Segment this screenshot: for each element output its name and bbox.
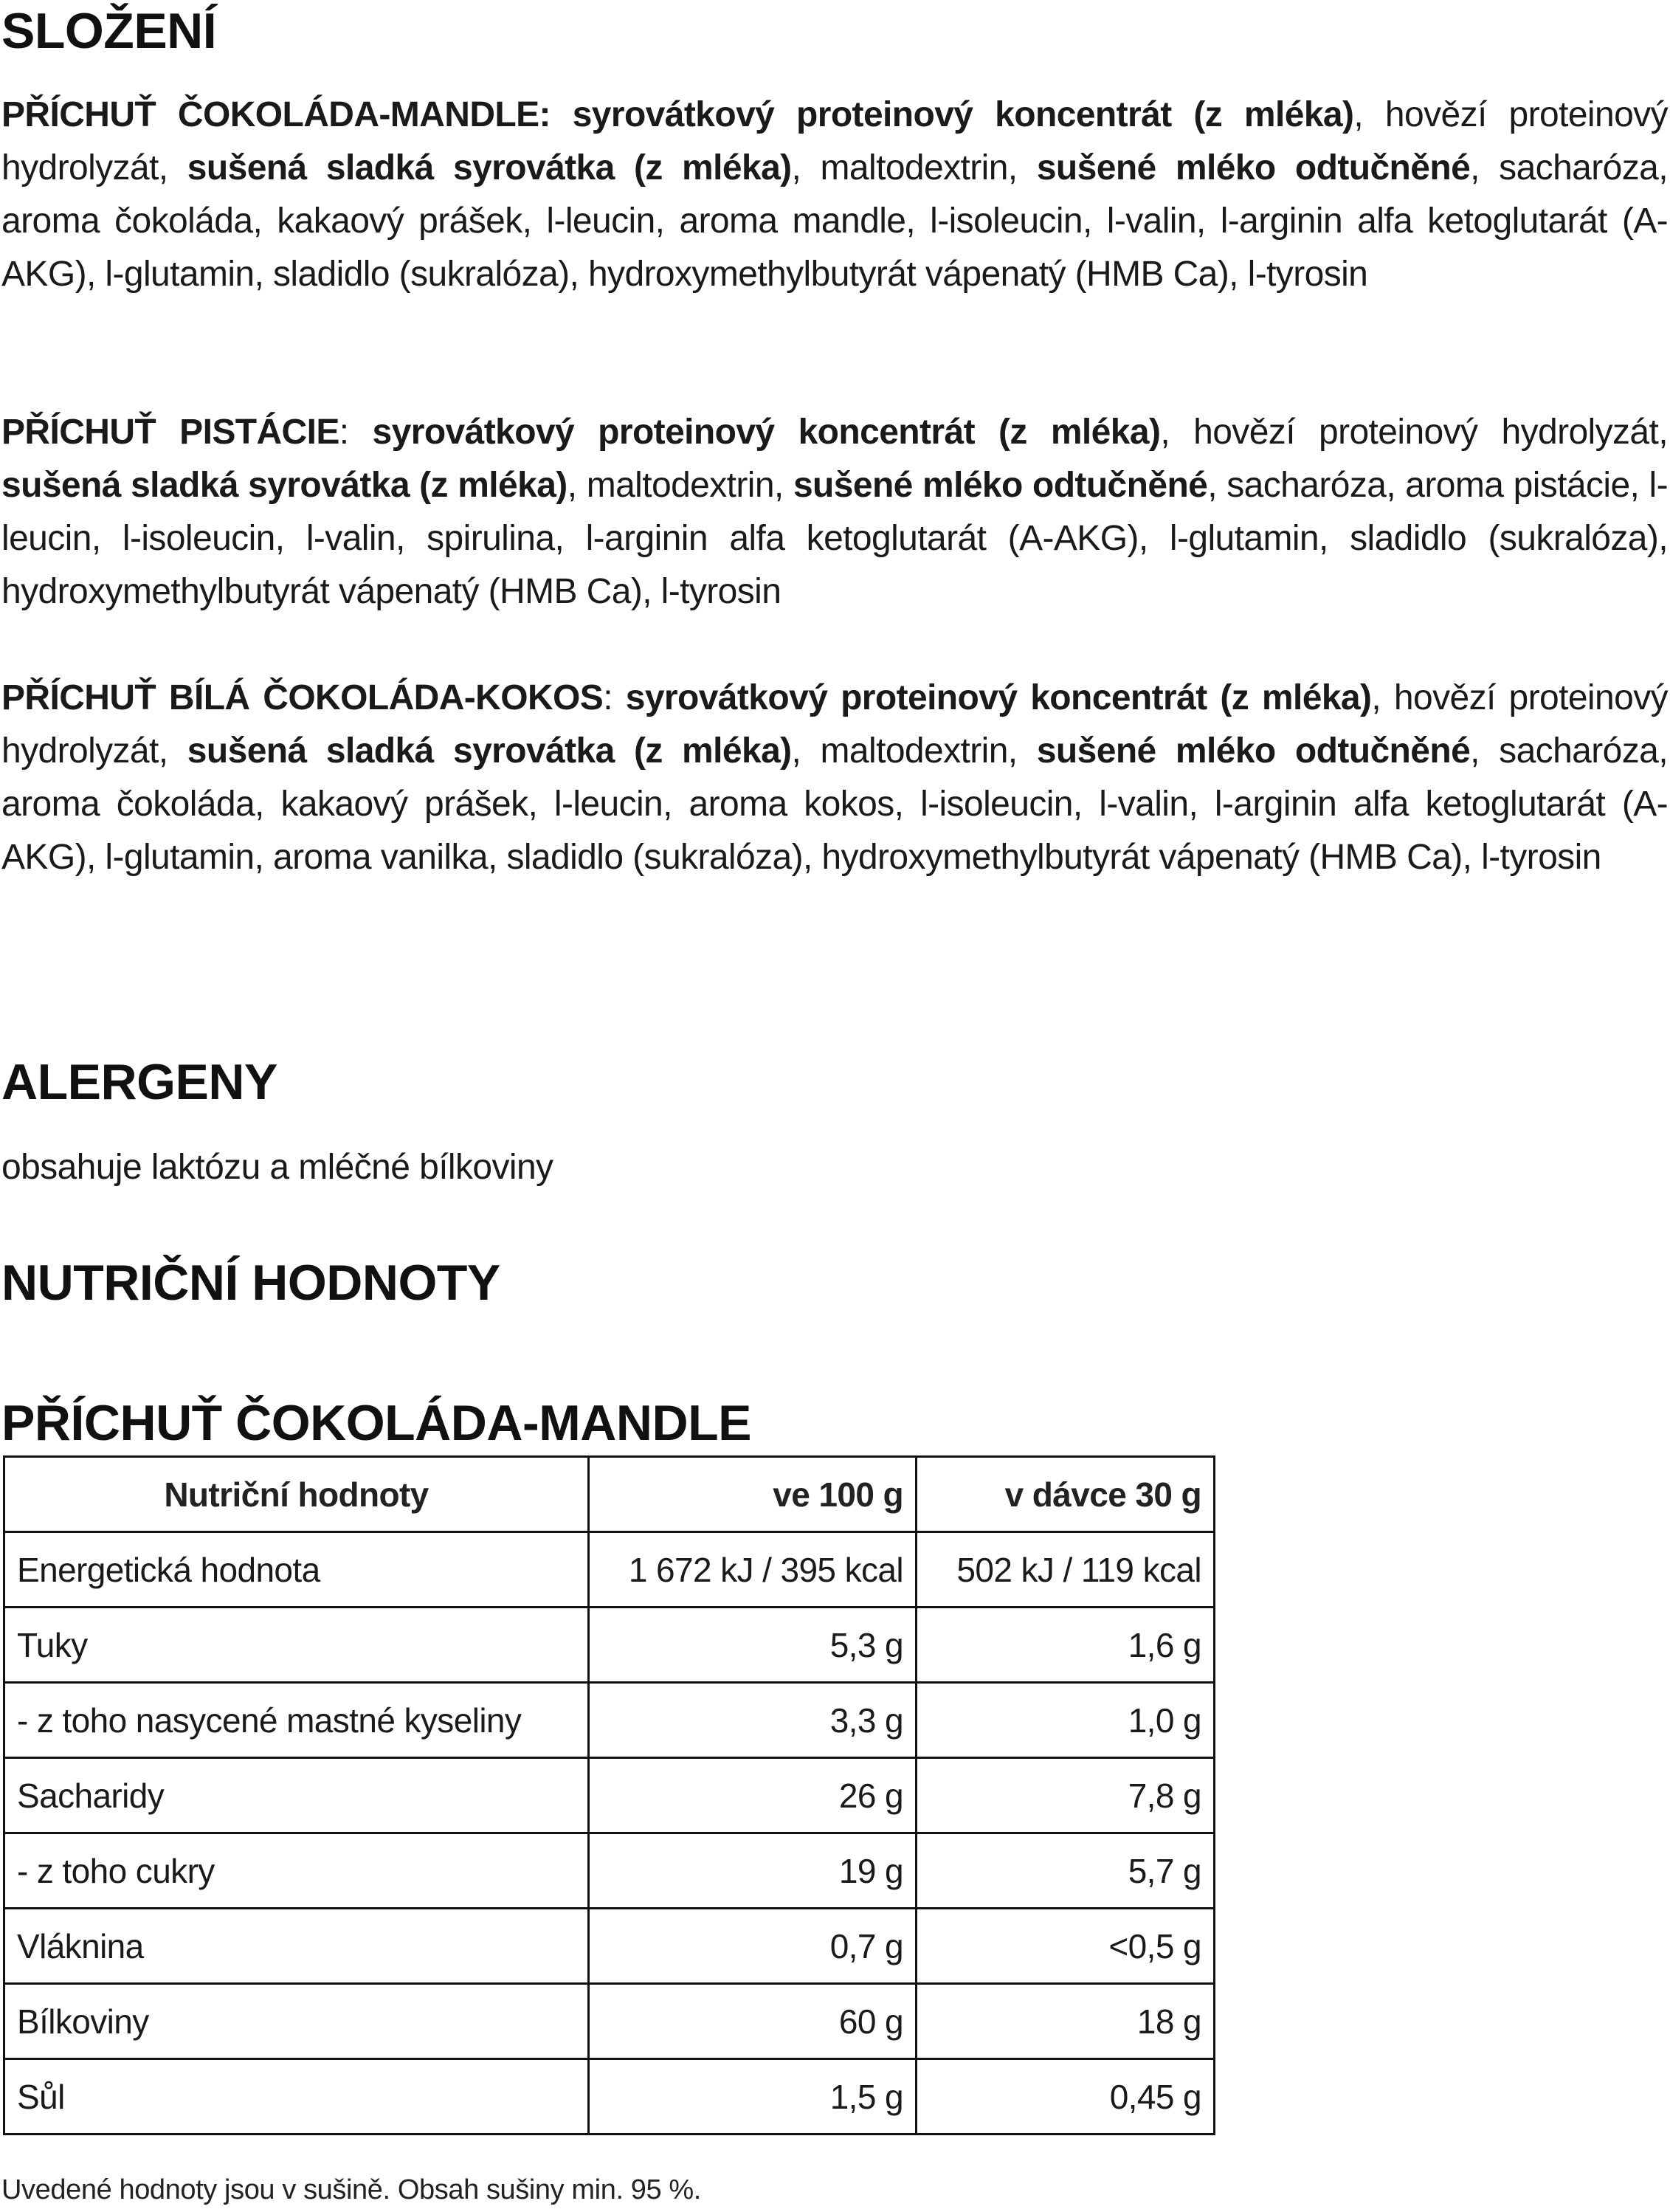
table-row bbox=[4, 1984, 1215, 2059]
nutrition-table bbox=[3, 1455, 1215, 2135]
flavor-label: PŘÍCHUŤ BÍLÁ ČOKOLÁDA-KOKOS bbox=[1, 678, 604, 717]
column-header-per-100g: ve 100 g bbox=[589, 1457, 917, 1532]
value-per-serving: 18 g bbox=[917, 1984, 1215, 2059]
nutrient-name: Tuky bbox=[4, 1608, 589, 1683]
value-per-serving: 7,8 g bbox=[917, 1758, 1215, 1833]
column-header-per-serving: v dávce 30 g bbox=[917, 1457, 1215, 1532]
table-row bbox=[4, 1758, 1215, 1833]
table-header-row bbox=[4, 1457, 1215, 1532]
nutrient-name: Bílkoviny bbox=[4, 1984, 589, 2059]
value-per-serving: 1,0 g bbox=[917, 1683, 1215, 1758]
nutrient-name: - z toho nasycené mastné kyseliny bbox=[4, 1683, 589, 1758]
flavor-label: PŘÍCHUŤ ČOKOLÁDA-MANDLE: bbox=[1, 95, 551, 134]
flavor-label: PŘÍCHUŤ PISTÁCIE bbox=[1, 413, 339, 452]
value-per-serving: <0,5 g bbox=[917, 1909, 1215, 1984]
allergen-highlight: syrovátkový proteinový koncentrát (z mléka) bbox=[625, 678, 1372, 717]
value-per-100g: 60 g bbox=[589, 1984, 917, 2059]
allergen-highlight: sušené mléko odtučněné bbox=[1036, 731, 1471, 771]
nutrient-name: - z toho cukry bbox=[4, 1833, 589, 1909]
table-row bbox=[4, 1608, 1215, 1683]
footnote: Uvedené hodnoty jsou v sušině. Obsah sušiny min. 95 %. bbox=[1, 2174, 701, 2205]
allergen-highlight: sušená sladká syrovátka (z mléka) bbox=[187, 731, 792, 771]
table-row bbox=[4, 1683, 1215, 1758]
table-row bbox=[4, 1833, 1215, 1909]
table-row bbox=[4, 1909, 1215, 1984]
value-per-100g: 19 g bbox=[589, 1833, 917, 1909]
table-row bbox=[4, 2059, 1215, 2135]
table-row bbox=[4, 1532, 1215, 1608]
nutrient-name: Vláknina bbox=[4, 1909, 589, 1984]
value-per-serving: 0,45 g bbox=[917, 2059, 1215, 2135]
value-per-100g: 0,7 g bbox=[589, 1909, 917, 1984]
nutrient-name: Energetická hodnota bbox=[4, 1532, 589, 1608]
allergen-highlight: syrovátkový proteinový koncentrát (z mléka) bbox=[372, 413, 1161, 452]
allergen-highlight: sušené mléko odtučněné bbox=[1036, 148, 1471, 187]
allergen-highlight: sušená sladká syrovátka (z mléka) bbox=[187, 148, 792, 187]
subheading-flavor: PŘÍCHUŤ ČOKOLÁDA-MANDLE bbox=[1, 1395, 751, 1451]
value-per-serving: 502 kJ / 119 kcal bbox=[917, 1532, 1215, 1608]
ingredients-flavor-pistachio: PŘÍCHUŤ PISTÁCIE: syrovátkový proteinový koncentrát (z mléka), hovězí proteinový hydrolyzát, sušená sladká syrovátka (z mléka), maltodextrin, sušené mléko odtučněné, sacharóza, aroma pistácie, l-leucin, l-isoleucin, l-valin, spirulina, l-arginin alfa ketoglutarát (A-AKG), l-glutamin, sladidlo (sukralóza), hydroxymethylbutyrát vápenatý (HMB Ca), l-tyrosin bbox=[1, 413, 1668, 611]
nutrient-name: Sůl bbox=[4, 2059, 589, 2135]
nutrient-name: Sacharidy bbox=[4, 1758, 589, 1833]
allergen-highlight: sušené mléko odtučněné bbox=[793, 466, 1208, 505]
heading-slozeni: SLOŽENÍ bbox=[1, 3, 217, 59]
value-per-serving: 1,6 g bbox=[917, 1608, 1215, 1683]
value-per-serving: 5,7 g bbox=[917, 1833, 1215, 1909]
value-per-100g: 5,3 g bbox=[589, 1608, 917, 1683]
value-per-100g: 1 672 kJ / 395 kcal bbox=[589, 1532, 917, 1608]
value-per-100g: 26 g bbox=[589, 1758, 917, 1833]
column-header-nutrient: Nutriční hodnoty bbox=[4, 1457, 589, 1532]
allergen-highlight: sušená sladká syrovátka (z mléka) bbox=[1, 466, 567, 505]
heading-nutricni-hodnoty: NUTRIČNÍ HODNOTY bbox=[1, 1255, 500, 1311]
value-per-100g: 1,5 g bbox=[589, 2059, 917, 2135]
heading-alergeny: ALERGENY bbox=[1, 1054, 277, 1110]
value-per-100g: 3,3 g bbox=[589, 1683, 917, 1758]
allergen-highlight: syrovátkový proteinový koncentrát (z mléka) bbox=[572, 95, 1354, 134]
ingredients-flavor-chocolate-almond: PŘÍCHUŤ ČOKOLÁDA-MANDLE: syrovátkový proteinový koncentrát (z mléka), hovězí proteinový hydrolyzát, sušená sladká syrovátka (z mléka), maltodextrin, sušené mléko odtučněné, sacharóza, aroma čokoláda, kakaový prášek, l-leucin, aroma mandle, l-isoleucin, l-valin, l-arginin alfa ketoglutarát (A-AKG), l-glutamin, sladidlo (sukralóza), hydroxymethylbutyrát vápenatý (HMB Ca), l-tyrosin bbox=[1, 95, 1668, 294]
allergens-text: obsahuje laktózu a mléčné bílkoviny bbox=[1, 1148, 553, 1187]
ingredients-flavor-white-chocolate-coconut: PŘÍCHUŤ BÍLÁ ČOKOLÁDA-KOKOS: syrovátkový proteinový koncentrát (z mléka), hovězí proteinový hydrolyzát, sušená sladká syrovátka (z mléka), maltodextrin, sušené mléko odtučněné, sacharóza, aroma čokoláda, kakaový prášek, l-leucin, aroma kokos, l-isoleucin, l-valin, l-arginin alfa ketoglutarát (A-AKG), l-glutamin, aroma vanilka, sladidlo (sukralóza), hydroxymethylbutyrát vápenatý (HMB Ca), l-tyrosin bbox=[1, 678, 1668, 877]
